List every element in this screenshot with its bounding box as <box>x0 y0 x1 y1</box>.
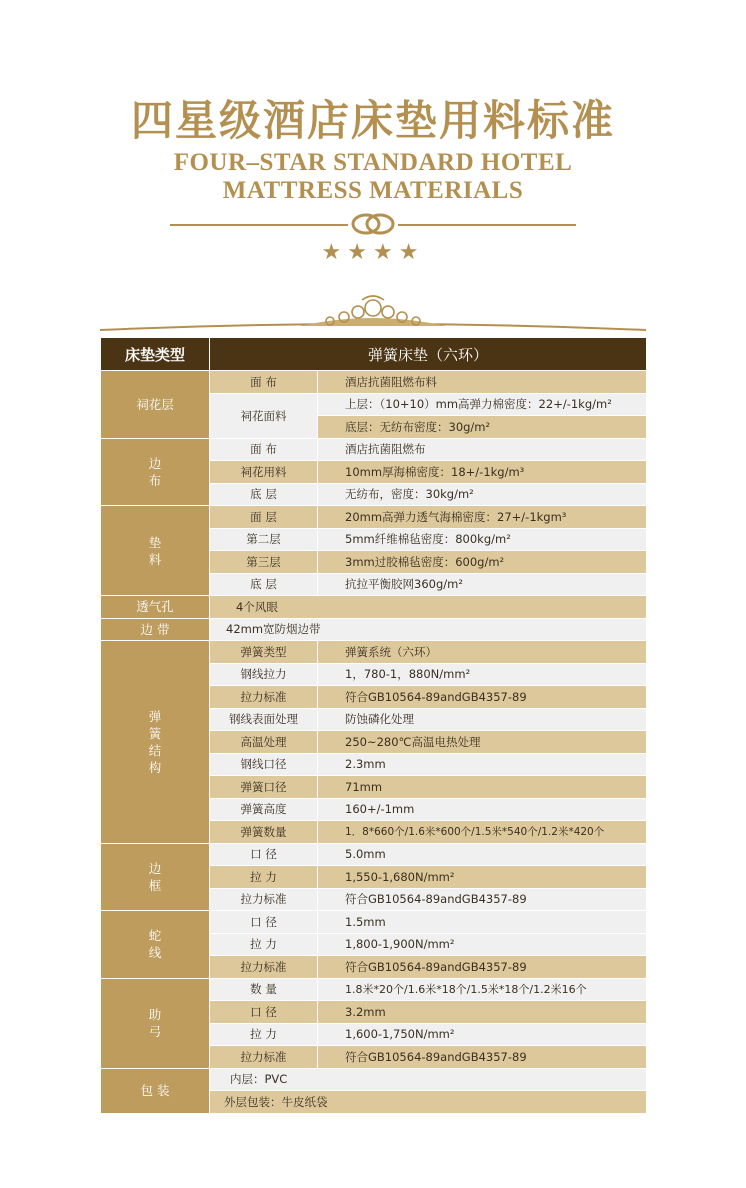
category-quilting: 祠花层 <box>101 371 210 439</box>
row-label: 数 量 <box>210 978 318 1001</box>
row-label: 底 层 <box>210 483 318 506</box>
row-value: 1.8米*20个/1.6米*18个/1.5米*18个/1.2米16个 <box>318 978 647 1001</box>
row-value: 20mm高弹力透气海棉密度：27+/-1kgm³ <box>318 506 647 529</box>
row-label: 拉力标准 <box>210 888 318 911</box>
row-value: 酒店抗菌阻燃布料 <box>318 371 647 394</box>
row-value: 无纺布，密度：30kg/m² <box>318 483 647 506</box>
row-label: 弹簧类型 <box>210 641 318 664</box>
row-value: 71mm <box>318 776 647 799</box>
row-value: 内层：PVC <box>210 1068 647 1091</box>
row-label: 钢线表面处理 <box>210 708 318 731</box>
row-value: 250~280℃高温电热处理 <box>318 731 647 754</box>
row-value: 底层：无纺布密度：30g/m² <box>318 416 647 439</box>
row-label: 拉 力 <box>210 866 318 889</box>
table-row <box>101 618 647 641</box>
category-vents: 透气孔 <box>101 596 210 619</box>
table-row <box>101 1068 647 1091</box>
row-value: 符合GB10564-89andGB4357-89 <box>318 956 647 979</box>
column-header-type: 床垫类型 <box>101 338 210 371</box>
row-value: 符合GB10564-89andGB4357-89 <box>318 686 647 709</box>
row-value: 5mm纤维棉毡密度：800kg/m² <box>318 528 647 551</box>
column-header-value: 弹簧床垫（六环） <box>210 338 647 371</box>
title-english-line2: MATTRESS MATERIALS <box>222 177 524 204</box>
row-value: 1，780-1，880N/mm² <box>318 663 647 686</box>
row-label: 祠花面料 <box>210 393 318 438</box>
table-row <box>101 911 647 934</box>
row-value: 上层：（10+10）mm高弹力棉密度：22+/-1kg/m² <box>318 393 647 416</box>
row-value: 42mm宽防烟边带 <box>210 618 647 641</box>
category-spring: 弹 簧 结 构 <box>101 641 210 844</box>
row-value: 酒店抗菌阻燃布 <box>318 438 647 461</box>
row-value: 防蚀磷化处理 <box>318 708 647 731</box>
table-header-row <box>101 338 647 371</box>
scroll-ornament-icon <box>100 290 646 332</box>
table-row <box>101 506 647 529</box>
table-row <box>101 843 647 866</box>
row-label: 面 布 <box>210 371 318 394</box>
row-label: 钢线口径 <box>210 753 318 776</box>
row-label: 弹簧数量 <box>210 821 318 844</box>
row-label: 拉 力 <box>210 933 318 956</box>
row-value: 2.3mm <box>318 753 647 776</box>
title-english-line1: FOUR–STAR STANDARD HOTEL <box>173 149 573 176</box>
row-label: 拉力标准 <box>210 956 318 979</box>
category-coil: 蛇 线 <box>101 911 210 979</box>
category-frame: 边 框 <box>101 843 210 911</box>
table-row <box>101 438 647 461</box>
category-helper: 助 弓 <box>101 978 210 1068</box>
row-value: 1,800-1,900N/mm² <box>318 933 647 956</box>
row-label: 高温处理 <box>210 731 318 754</box>
row-label: 面 层 <box>210 506 318 529</box>
row-label: 面 布 <box>210 438 318 461</box>
specification-table <box>100 337 647 1114</box>
row-value: 3mm过胶棉毡密度：600g/m² <box>318 551 647 574</box>
row-value: 1.5mm <box>318 911 647 934</box>
row-label: 拉力标准 <box>210 1046 318 1069</box>
row-value: 4个风眼 <box>210 596 647 619</box>
row-value: 160+/-1mm <box>318 798 647 821</box>
row-value: 10mm厚海棉密度：18+/-1kg/m³ <box>318 461 647 484</box>
row-label: 口 径 <box>210 1001 318 1024</box>
category-packaging: 包 装 <box>101 1068 210 1113</box>
category-border: 边 布 <box>101 438 210 506</box>
category-tape: 边 带 <box>101 618 210 641</box>
category-padding: 垫 料 <box>101 506 210 596</box>
row-value: 符合GB10564-89andGB4357-89 <box>318 1046 647 1069</box>
row-value: 弹簧系统（六环） <box>318 641 647 664</box>
row-label: 钢线拉力 <box>210 663 318 686</box>
row-label: 拉力标准 <box>210 686 318 709</box>
row-label: 第三层 <box>210 551 318 574</box>
row-value: 3.2mm <box>318 1001 647 1024</box>
four-stars-icon: ★★★★ <box>321 240 425 265</box>
title-chinese: 四星级酒店床垫用料标准 <box>130 96 615 145</box>
row-value: 5.0mm <box>318 843 647 866</box>
row-value: 抗拉平衡胶网360g/m² <box>318 573 647 596</box>
row-label: 底 层 <box>210 573 318 596</box>
row-label: 第二层 <box>210 528 318 551</box>
row-label: 祠花用料 <box>210 461 318 484</box>
rings-divider-icon <box>170 210 576 240</box>
table-row <box>101 641 647 664</box>
row-label: 弹簧口径 <box>210 776 318 799</box>
table-row <box>101 978 647 1001</box>
table-row <box>101 371 647 394</box>
row-value: 1．8*660个/1.6米*600个/1.5米*540个/1.2米*420个 <box>318 821 647 844</box>
row-label: 口 径 <box>210 843 318 866</box>
row-value: 1,600-1,750N/mm² <box>318 1023 647 1046</box>
row-value: 1,550-1,680N/mm² <box>318 866 647 889</box>
row-label: 口 径 <box>210 911 318 934</box>
row-label: 拉 力 <box>210 1023 318 1046</box>
row-value: 外层包装：牛皮纸袋 <box>210 1091 647 1114</box>
row-value: 符合GB10564-89andGB4357-89 <box>318 888 647 911</box>
table-row <box>101 596 647 619</box>
row-label: 弹簧高度 <box>210 798 318 821</box>
